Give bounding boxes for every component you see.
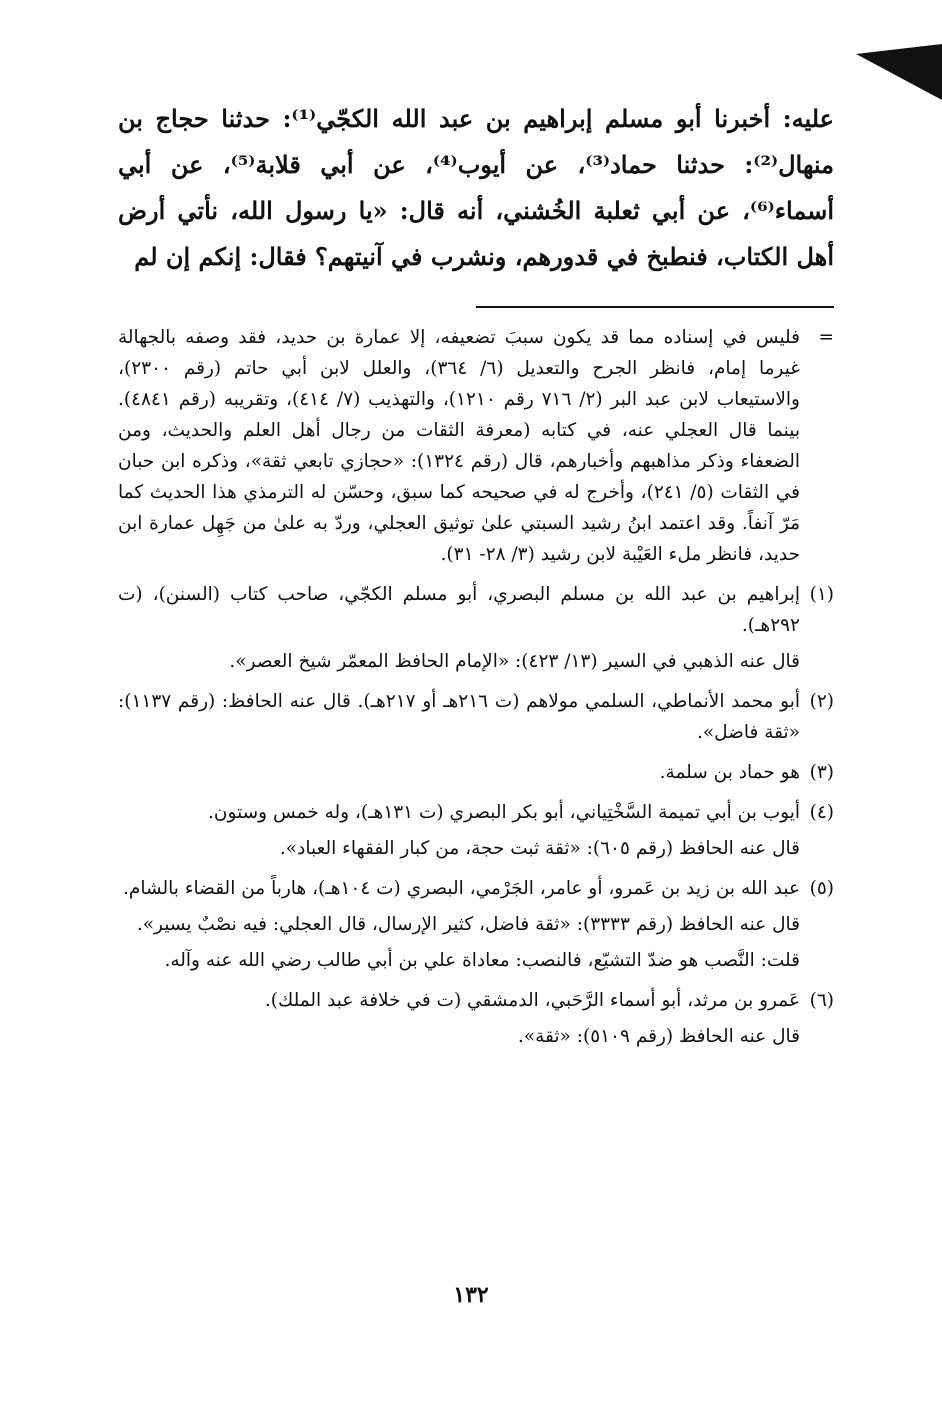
footnote [118, 579, 834, 682]
footnote-marker: (٣) [809, 762, 834, 783]
corner-mark [856, 44, 942, 100]
footnote-paragraph: قال عنه الذهبي في السير (١٣/ ٤٢٣): «الإمام الحافظ المعمّر شيخ العصر». [229, 651, 800, 672]
footnote [118, 686, 834, 753]
footnote-marker: (٢) [809, 691, 834, 712]
footnote-paragraph: هو حماد بن سلمة. [659, 762, 800, 783]
footnote-paragraph: قلت: النَّصب هو ضدّ التشيّع، فالنصب: معاداة علي بن أبي طالب رضي الله عنه وآله. [164, 950, 800, 971]
footnote-body [118, 579, 800, 682]
footnote [118, 873, 834, 981]
footnote-paragraph: عَمرو بن مرثد، أبو أسماء الرَّحَبي، الدمشقي (ت في خلافة عبد الملك). [264, 990, 800, 1011]
footnote-marker: = [818, 327, 834, 348]
footnote-marker: (٤) [809, 802, 834, 823]
footnote [118, 985, 834, 1057]
footnote [118, 797, 834, 869]
footnote-marker: (٥) [809, 878, 834, 899]
page-content [118, 96, 834, 1061]
footnotes [118, 322, 834, 1057]
footnote-paragraph: قال عنه الحافظ (رقم ٣٣٣٣): «ثقة فاضل، كثير الإرسال، قال العجلي: فيه نصْبٌ يسير». [136, 914, 800, 935]
footnote-body [118, 985, 800, 1057]
main-text: عليه: أخبرنا أبو مسلم إبراهيم بن عبد الله الكجّي⁽¹⁾: حدثنا حجاج بن منهال⁽²⁾: حدثنا حماد⁽³⁾، عن أيوب⁽⁴⁾، عن أبي قلابة⁽⁵⁾، عن أبي أسماء⁽⁶⁾، عن أبي ثعلبة الخُشني، أنه قال: «يا رسول الله، نأتي أرض أهل الكتاب، فنطبخ في قدورهم، ونشرب في آنيتهم؟ فقال: إنكم إن لم [118, 104, 835, 271]
footnote-paragraph: قال عنه الحافظ (رقم ٥١٠٩): «ثقة». [517, 1026, 800, 1047]
footnote-body [118, 757, 800, 793]
page-number: ١٣٢ [453, 1282, 489, 1308]
footnote-marker: (١) [809, 584, 834, 605]
footnote-separator [476, 306, 834, 308]
footnote-body [118, 873, 800, 981]
footnote-paragraph: فليس في إسناده مما قد يكون سببَ تضعيفه، إلا عمارة بن حديد، فقد وصفه بالجهالة غيرما إمام، فانظر الجرح والتعديل (٦/ ٣٦٤)، والعلل لابن أبي حاتم (رقم ٢٣٠٠)، والاستيعاب لابن عبد البر (٢/ ٧١٦ رقم ١٢١٠)، والتهذيب (٧/ ٤١٤)، وتقريبه (رقم ٤٨٤١). بينما قال العجلي عنه، في كتابه (معرفة الثقات من رجال أهل العلم والحديث، ومن الضعفاء وذكر مذاهبهم وأخبارهم، قال (رقم ١٣٢٤): «حجازي تابعي ثقة»، وذكره ابن حبان في الثقات (٥/ ٢٤١)، وأخرج له في صحيحه كما سبق، وحسّن له الترمذي هذا الحديث كما مَرّ آنفاً. وقد اعتمد ابنُ رشيد السبتي علىٰ توثيق العجلي، وردّ به علىٰ من جَهِل عمارة ابن حديد، فانظر ملء العَيْبة لابن رشيد (٣/ ٢٨- ٣١). [118, 327, 800, 565]
footnote-paragraph: إبراهيم بن عبد الله بن مسلم البصري، أبو مسلم الكجّي، صاحب كتاب (السنن)، (ت ٢٩٢هـ). [118, 584, 800, 636]
footnote [118, 322, 834, 575]
footnote-paragraph: عبد الله بن زيد بن عَمرو، أو عامر، الجَرْمي، البصري (ت ١٠٤هـ)، هارباً من القضاء بالشام. [123, 878, 800, 899]
footnote-body [118, 322, 800, 575]
footnote-paragraph: قال عنه الحافظ (رقم ٦٠٥): «ثقة ثبت حجة، من كبار الفقهاء العباد». [279, 838, 800, 859]
footnote [118, 757, 834, 793]
footnote-body [118, 686, 800, 753]
footnote-paragraph: أيوب بن أبي تميمة السَّخْتِياني، أبو بكر البصري (ت ١٣١هـ)، وله خمس وستون. [208, 802, 800, 823]
footnote-paragraph: أبو محمد الأنماطي، السلمي مولاهم (ت ٢١٦هـ أو ٢١٧هـ). قال عنه الحافظ: (رقم ١١٣٧): «ثقة فاضل». [118, 691, 800, 743]
footnote-body [118, 797, 800, 869]
footnote-marker: (٦) [809, 990, 834, 1011]
